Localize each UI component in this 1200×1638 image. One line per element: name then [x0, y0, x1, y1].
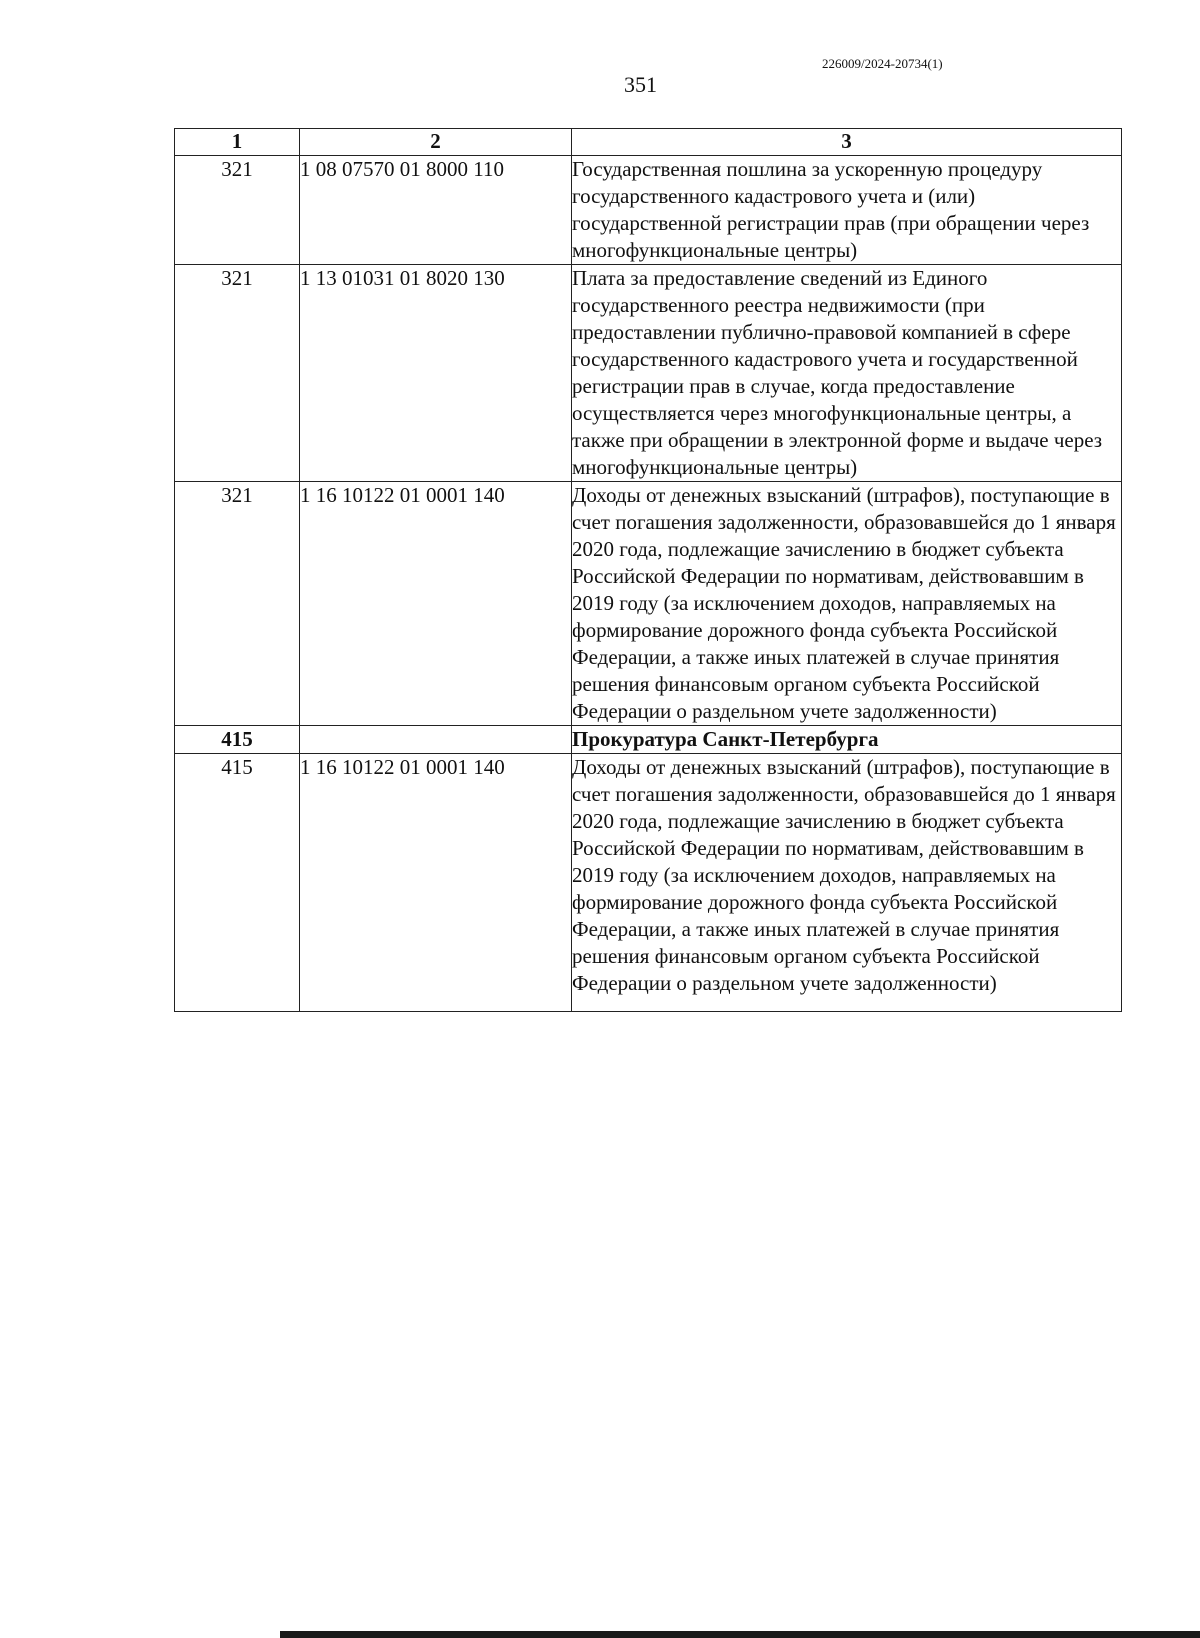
- budget-code-cell: 1 16 10122 01 0001 140: [300, 482, 572, 726]
- budget-code-cell: 1 16 10122 01 0001 140: [300, 754, 572, 1012]
- description-cell: Доходы от денежных взысканий (штрафов), поступающие в счет погашения задолженности, образовавшейся до 1 января 2020 года, подлежащие зачислению в бюджет субъекта Российской Федерации по нормативам, действовавшим в 2019 году (за исключением доходов, направляемых на формирование дорожного фонда субъекта Российской Федерации, а также иных платежей в случае принятия решения финансовым органом субъекта Российской Федерации о раздельном учете задолженности): [572, 754, 1122, 1012]
- admin-code-cell: 321: [175, 156, 300, 265]
- table-row: [175, 754, 1122, 1012]
- description-cell: Доходы от денежных взысканий (штрафов), поступающие в счет погашения задолженности, образовавшейся до 1 января 2020 года, подлежащие зачислению в бюджет субъекта Российской Федерации по нормативам, действовавшим в 2019 году (за исключением доходов, направляемых на формирование дорожного фонда субъекта Российской Федерации, а также иных платежей в случае принятия решения финансовым органом субъекта Российской Федерации о раздельном учете задолженности): [572, 482, 1122, 726]
- column-header-1: 1: [175, 129, 300, 156]
- admin-code-cell: 321: [175, 482, 300, 726]
- budget-code-cell: 1 08 07570 01 8000 110: [300, 156, 572, 265]
- table-row: [175, 265, 1122, 482]
- table-row: [175, 156, 1122, 265]
- description-cell: Плата за предоставление сведений из Единого государственного реестра недвижимости (при предоставлении публично-правовой компанией в сфере государственного кадастрового учета и государственной регистрации прав в случае, когда предоставление осуществляется через многофункциональные центры, а также при обращении в электронной форме и выдаче через многофункциональные центры): [572, 265, 1122, 482]
- budget-codes-table: [174, 128, 1122, 1012]
- page-number: 351: [624, 72, 657, 97]
- scan-edge-line: [280, 1631, 1200, 1638]
- organization-name-cell: Прокуратура Санкт-Петербурга: [572, 726, 1122, 754]
- table-row: [175, 482, 1122, 726]
- budget-code-cell: 1 13 01031 01 8020 130: [300, 265, 572, 482]
- admin-code-cell: 415: [175, 754, 300, 1012]
- table-header-row: [175, 129, 1122, 156]
- admin-code-cell: 321: [175, 265, 300, 482]
- organization-row: [175, 726, 1122, 754]
- document-id: 226009/2024-20734(1): [822, 56, 943, 71]
- description-cell: Государственная пошлина за ускоренную процедуру государственного кадастрового учета и (или) государственной регистрации прав (при обращении через многофункциональные центры): [572, 156, 1122, 265]
- admin-code-cell: 415: [175, 726, 300, 754]
- budget-code-cell: [300, 726, 572, 754]
- column-header-2: 2: [300, 129, 572, 156]
- column-header-3: 3: [572, 129, 1122, 156]
